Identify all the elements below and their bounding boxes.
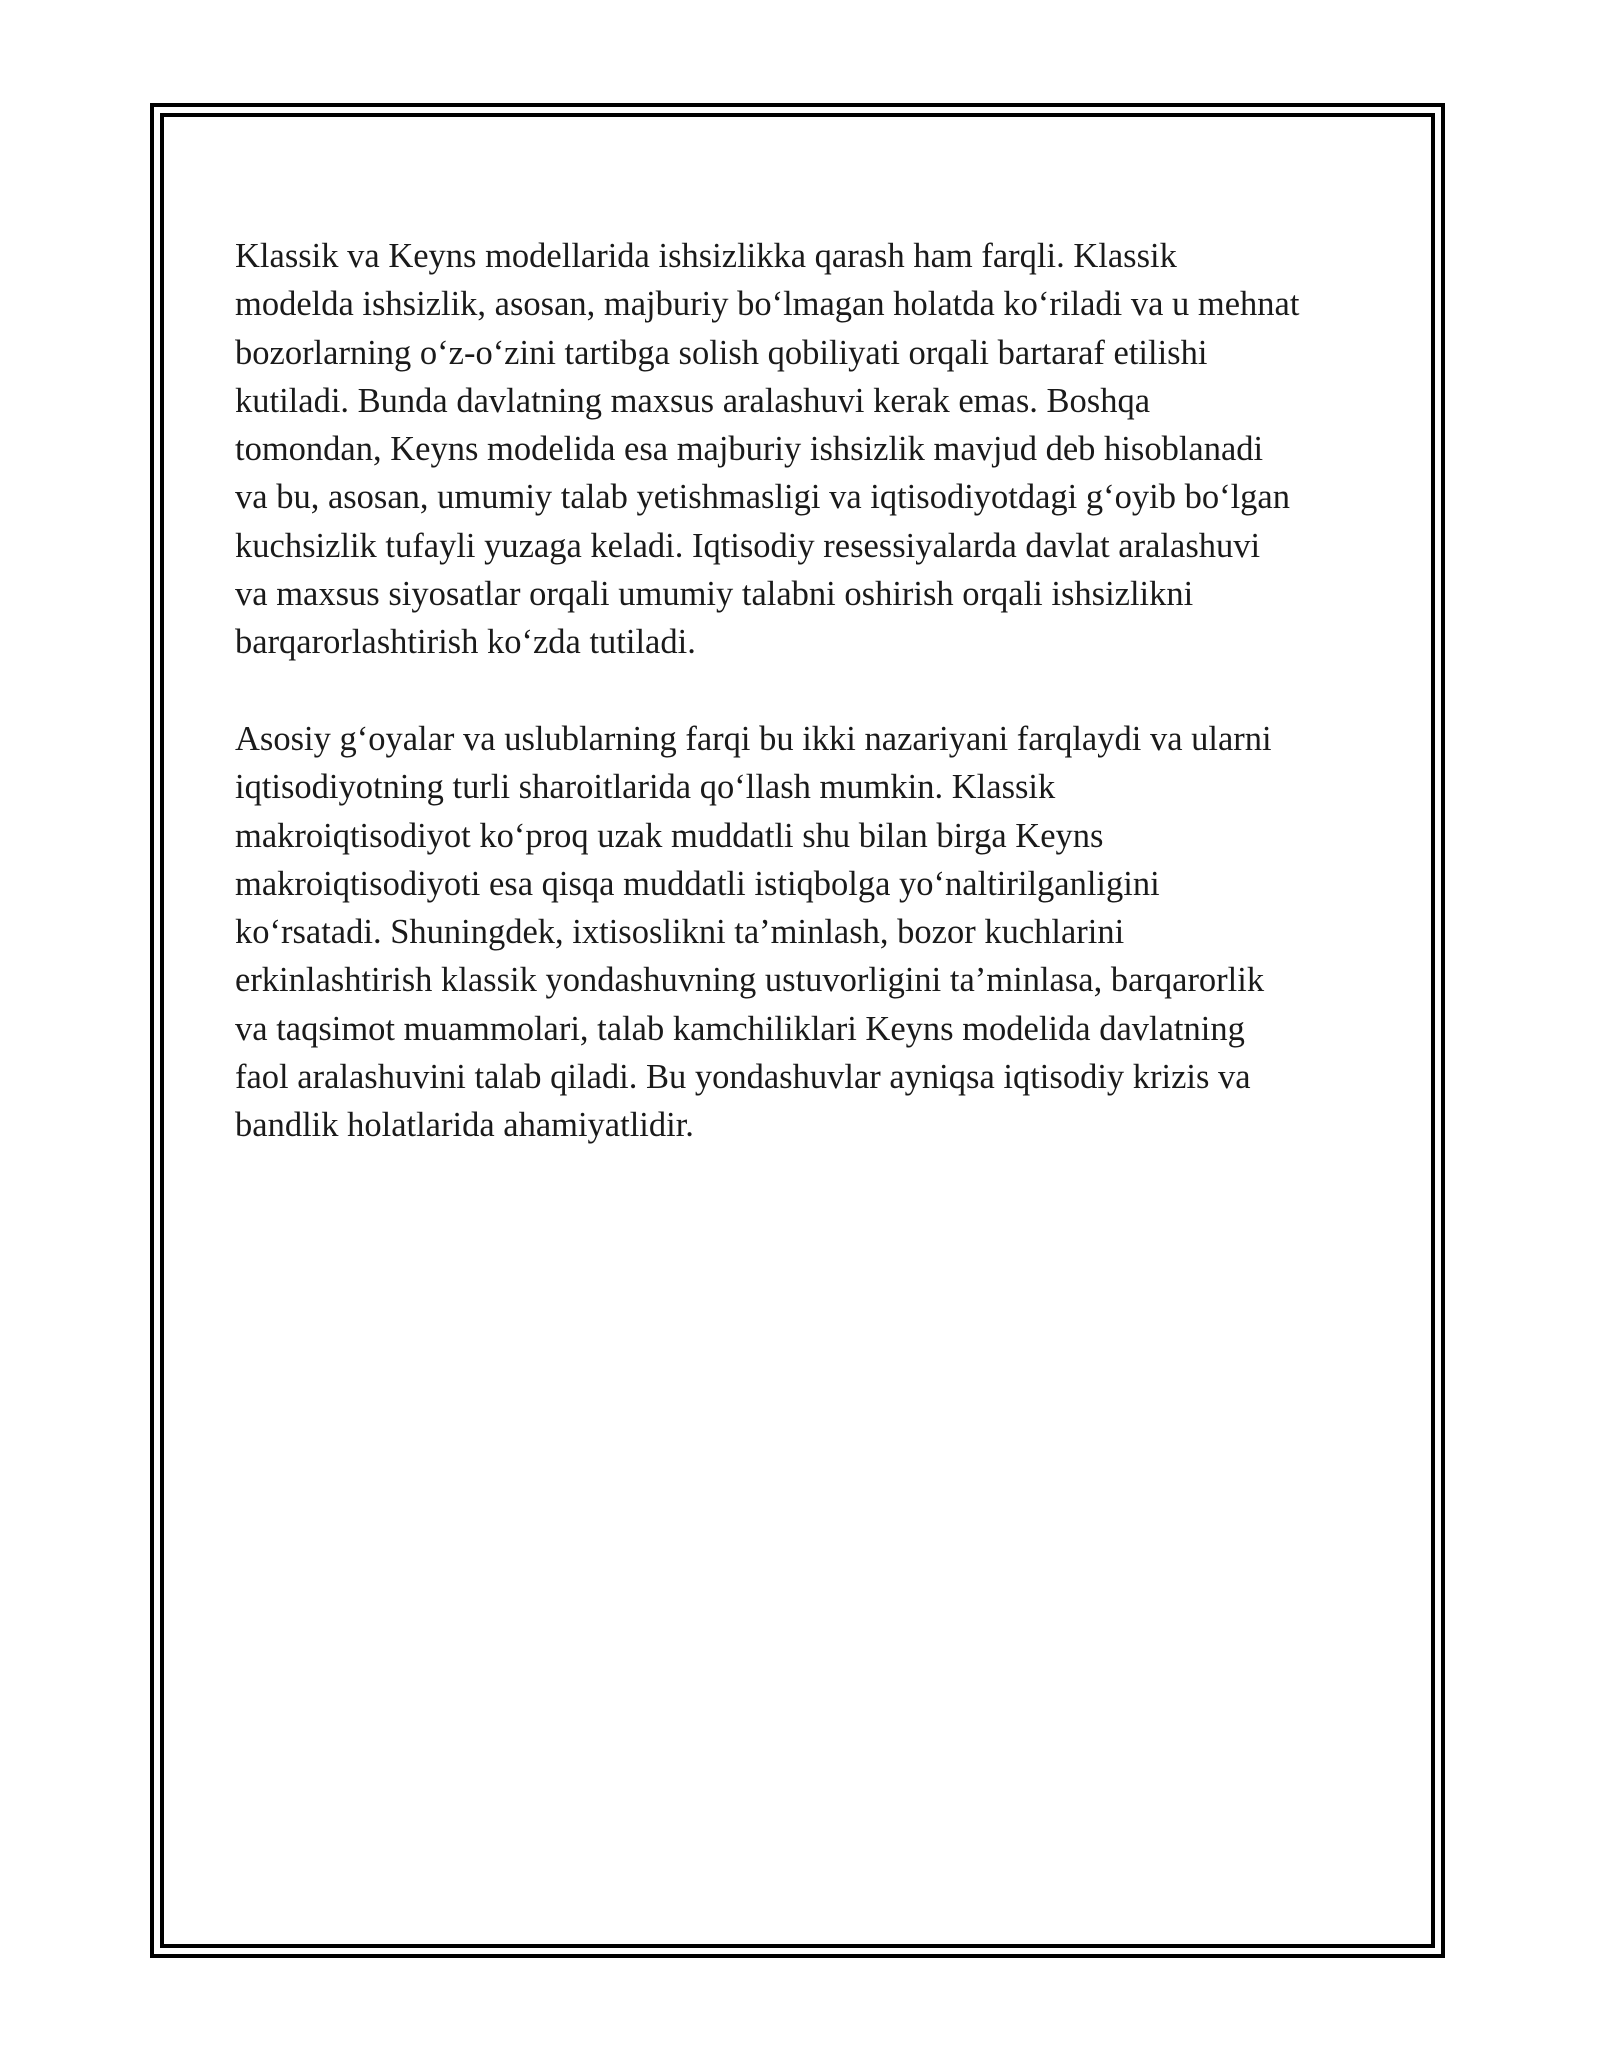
paragraph-line: ko‘rsatadi. Shuningdek, ixtisoslikni ta’minlash, bozor kuchlarini: [235, 913, 1125, 952]
paragraph-line: bandlik holatlarida ahamiyatlidir.: [235, 1106, 694, 1145]
paragraph-line: Klassik va Keyns modellarida ishsizlikka qarash ham farqli. Klassik: [235, 237, 1177, 275]
paragraph-2: [235, 715, 1395, 1150]
paragraph-1: [235, 232, 1395, 667]
paragraph-line: kutiladi. Bunda davlatning maxsus aralashuvi kerak emas. Boshqa: [235, 381, 1151, 420]
paragraph-line: Asosiy g‘oyalar va uslublarning farqi bu ikki nazariyani farqlaydi va ularni: [235, 719, 1272, 758]
paragraph-line: modelda ishsizlik, asosan, majburiy bo‘lmagan holatda ko‘riladi va u mehnat: [235, 285, 1300, 324]
paragraph-line: faol aralashuvini talab qiladi. Bu yondashuvlar ayniqsa iqtisodiy krizis va: [235, 1058, 1251, 1097]
paragraph-line: va maxsus siyosatlar orqali umumiy talabni oshirish orqali ishsizlikni: [235, 575, 1194, 614]
document-body: [235, 232, 1395, 1150]
paragraph-line: bozorlarning o‘z-o‘zini tartibga solish qobiliyati orqali bartaraf etilishi: [235, 333, 1208, 372]
paragraph-line: barqarorlashtirish ko‘zda tutiladi.: [235, 623, 696, 662]
paragraph-line: kuchsizlik tufayli yuzaga keladi. Iqtisodiy resessiyalarda davlat aralashuvi: [235, 526, 1261, 565]
paragraph-line: makroiqtisodiyot ko‘proq uzak muddatli shu bilan birga Keyns: [235, 816, 1104, 855]
paragraph-line: tomondan, Keyns modelida esa majburiy ishsizlik mavjud deb hisoblanadi: [235, 430, 1264, 469]
paragraph-line: makroiqtisodiyoti esa qisqa muddatli istiqbolga yo‘naltirilganligini: [235, 864, 1160, 903]
paragraph-spacer: [235, 667, 1395, 715]
paragraph-line: erkinlashtirish klassik yondashuvning ustuvorligini ta’minlasa, barqarorlik: [235, 961, 1265, 1000]
paragraph-line: iqtisodiyotning turli sharoitlarida qo‘llash mumkin. Klassik: [235, 768, 1056, 807]
paragraph-line: va taqsimot muammolari, talab kamchiliklari Keyns modelida davlatning: [235, 1009, 1245, 1048]
paragraph-line: va bu, asosan, umumiy talab yetishmasligi va iqtisodiyotdagi g‘oyib bo‘lgan: [235, 478, 1290, 517]
